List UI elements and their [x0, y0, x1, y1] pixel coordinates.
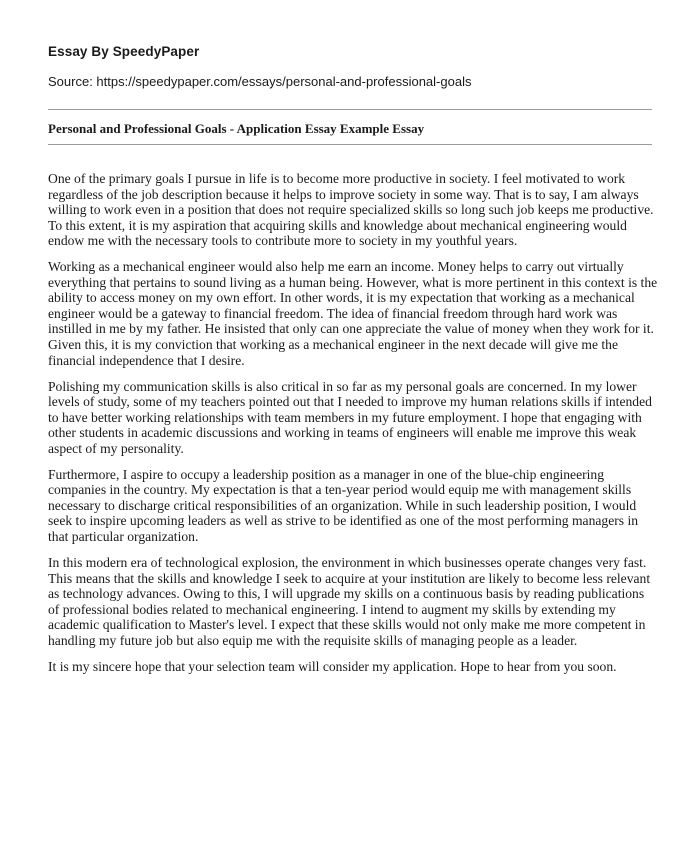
- paragraph: Polishing my communication skills is also critical in so far as my personal goals are concerned. In my lower levels of study, some of my teachers pointed out that I needed to improve my human relations skills if intended to have better working relationships with team members in my future employment. I hope that engaging with other students in academic discussions and working in teams of engineers will enable me improve this weak aspect of my personality.: [48, 378, 652, 456]
- essay-title: Personal and Professional Goals - Application Essay Example Essay: [48, 121, 425, 136]
- paragraph: Working as a mechanical engineer would also help me earn an income. Money helps to carry out virtually everything that pertains to sound living as a human being. However, what is more pertinent in this context is the ability to access money on my own effort. In other words, it is my expectation that working as a mechanical engineer would be a gateway to financial freedom. The idea of financial freedom through hard work was instilled in me by my father. He insisted that only can one appreciate the value of money when they work for it. Given this, it is my conviction that working as a mechanical engineer in the next decade will give me the financial independence that I desire.: [48, 259, 658, 368]
- paragraph: Furthermore, I aspire to occupy a leadership position as a manager in one of the blue-chip engineering companies in the country. My expectation is that a ten-year period would equip me with management skills necessary to discharge critical responsibilities of an organization. While in such leadership position, I would seek to inspire upcoming leaders as well as strive to be identified as one of the most performing managers in that particular organization.: [48, 466, 639, 544]
- header-title: Essay By SpeedyPaper: [48, 44, 200, 59]
- paragraph: It is my sincere hope that your selection team will consider my application. Hope to hear from you soon.: [48, 658, 617, 674]
- paragraph: One of the primary goals I pursue in life is to become more productive in society. I feel motivated to work regardless of the job description because it helps to improve society in some way. That is to say, I am always willing to work even in a position that does not require specialized skills so long such job keeps me productive. To this extent, it is my aspiration that acquiring skills and knowledge about mechanical engineering would endow me with the necessary tools to contribute more to society in my youthful years.: [48, 171, 654, 249]
- divider: [48, 144, 652, 145]
- essay-body: [48, 171, 658, 685]
- paragraph: In this modern era of technological explosion, the environment in which businesses operate changes very fast. This means that the skills and knowledge I seek to acquire at your institution are likely to become less relevant as technology advances. Owing to this, I will upgrade my skills on a continuous basis by reading publications of professional bodies related to mechanical engineering. I intend to augment my skills by extending my academic qualification to Master's level. I expect that these skills would not only make me more competent in handling my future job but also equip me with the requisite skills of managing people as a leader.: [48, 555, 651, 648]
- source-url: Source: https://speedypaper.com/essays/personal-and-professional-goals: [48, 74, 472, 89]
- divider: [48, 109, 652, 110]
